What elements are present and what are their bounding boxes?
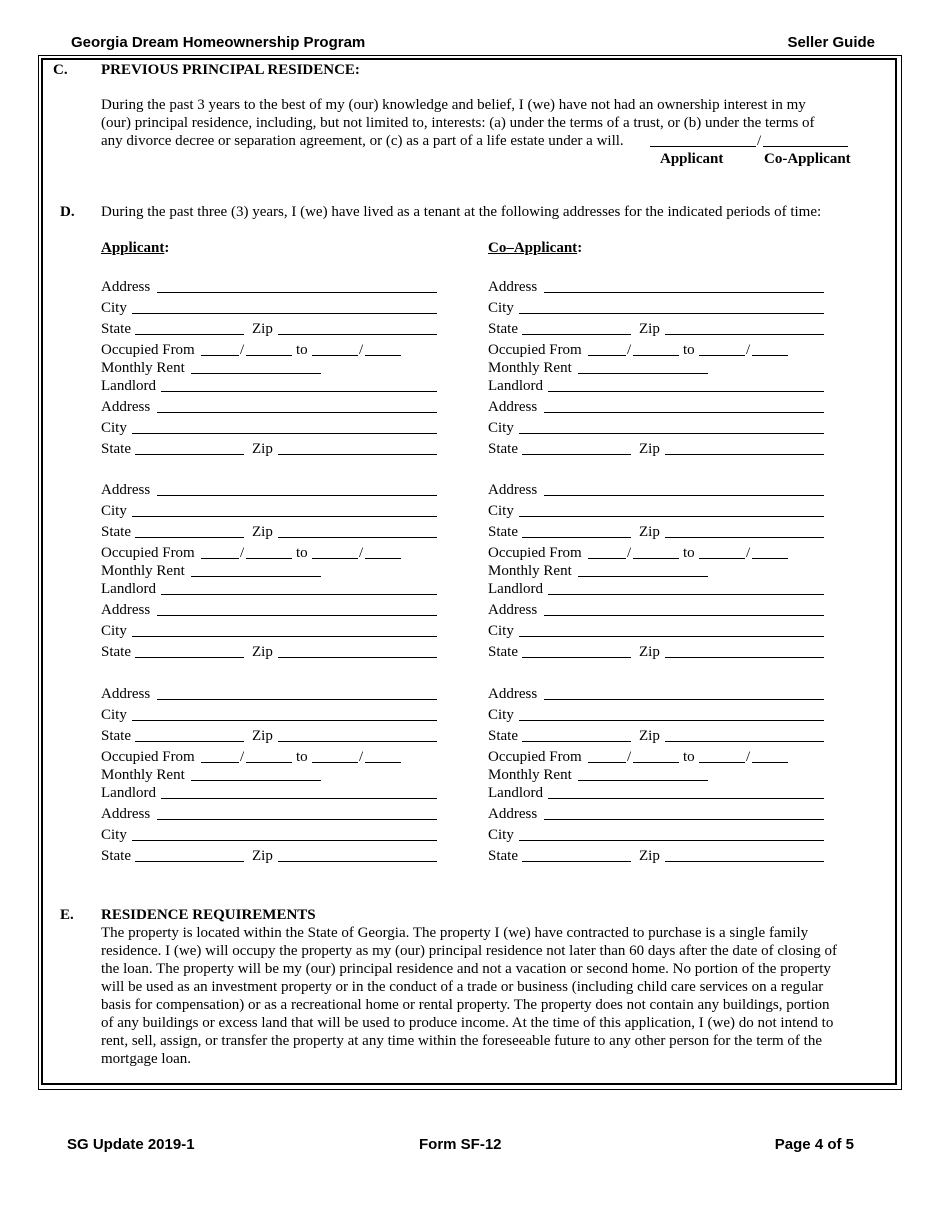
- address-label: Address: [101, 399, 151, 415]
- monthly-rent-field[interactable]: [578, 576, 708, 577]
- to-label: to: [296, 749, 308, 765]
- state-label: State: [488, 848, 518, 864]
- to-label: to: [683, 545, 695, 561]
- address-field[interactable]: [157, 495, 437, 496]
- address-field[interactable]: [544, 292, 824, 293]
- city-label: City: [488, 623, 514, 639]
- city-label: City: [101, 707, 127, 723]
- coapplicant-heading-colon: :: [577, 240, 583, 256]
- occupied-to-year-field[interactable]: [365, 762, 401, 763]
- coapplicant-initials-line[interactable]: [763, 146, 848, 147]
- city-field[interactable]: [132, 840, 437, 841]
- footer-update: SG Update 2019-1: [67, 1136, 195, 1153]
- state-field[interactable]: [522, 861, 631, 862]
- section-d-letter: D.: [60, 204, 75, 220]
- address-field[interactable]: [157, 699, 437, 700]
- section-d-text: During the past three (3) years, I (we) have lived as a tenant at the following addresses for the indicated periods of time:: [101, 204, 822, 220]
- occupied-from-year-field[interactable]: [633, 558, 679, 559]
- zip-label: Zip: [252, 848, 273, 864]
- address-label: Address: [101, 806, 151, 822]
- landlord-field[interactable]: [548, 798, 824, 799]
- section-c-line-1: During the past 3 years to the best of my (our) knowledge and belief, I (we) have not had an ownership interest in my: [101, 97, 806, 113]
- occupied-to-year-field[interactable]: [365, 355, 401, 356]
- date-separator: /: [746, 749, 751, 765]
- state-label: State: [101, 848, 131, 864]
- zip-label: Zip: [639, 728, 660, 744]
- state-label: State: [101, 728, 131, 744]
- section-c-line-3: any divorce decree or separation agreement, or (c) as a part of a life estate under a will.: [101, 133, 624, 149]
- zip-label: Zip: [252, 524, 273, 540]
- zip-field[interactable]: [665, 334, 824, 335]
- section-e-title: RESIDENCE REQUIREMENTS: [101, 907, 316, 923]
- monthly-rent-field[interactable]: [578, 373, 708, 374]
- occupied-from-label: Occupied From: [488, 545, 582, 561]
- date-separator: /: [240, 342, 245, 358]
- state-field[interactable]: [522, 334, 631, 335]
- state-field[interactable]: [135, 537, 244, 538]
- occupied-to-year-field[interactable]: [752, 558, 788, 559]
- city-label: City: [488, 707, 514, 723]
- address-field[interactable]: [157, 292, 437, 293]
- zip-field[interactable]: [278, 741, 437, 742]
- section-e-line: mortgage loan.: [101, 1051, 191, 1067]
- applicant-heading-colon: :: [164, 240, 170, 256]
- state-label: State: [488, 321, 518, 337]
- address-label: Address: [488, 482, 538, 498]
- date-separator: /: [240, 749, 245, 765]
- section-e-line: of any buildings or excess land that will be used to produce income. At the time of this application, I (we) do not intend to: [101, 1015, 834, 1031]
- occupied-from-month-field[interactable]: [588, 558, 626, 559]
- occupied-to-month-field[interactable]: [312, 355, 358, 356]
- city-field[interactable]: [132, 636, 437, 637]
- to-label: to: [683, 342, 695, 358]
- landlord-label: Landlord: [488, 581, 543, 597]
- header-program-title: Georgia Dream Homeownership Program: [71, 34, 366, 51]
- date-separator: /: [240, 545, 245, 561]
- occupied-from-year-field[interactable]: [246, 762, 292, 763]
- occupied-from-year-field[interactable]: [633, 762, 679, 763]
- state-label: State: [101, 321, 131, 337]
- address-field[interactable]: [544, 615, 824, 616]
- monthly-rent-field[interactable]: [191, 576, 321, 577]
- city-field[interactable]: [132, 516, 437, 517]
- date-separator: /: [746, 545, 751, 561]
- header-guide-title: Seller Guide: [787, 34, 875, 51]
- section-c-title: PREVIOUS PRINCIPAL RESIDENCE:: [101, 62, 360, 78]
- zip-label: Zip: [252, 728, 273, 744]
- state-label: State: [488, 441, 518, 457]
- section-e-line: residence. I (we) will occupy the property as my (our) principal residence not later than 60 days after the date of closing of: [101, 943, 837, 959]
- address-label: Address: [488, 279, 538, 295]
- date-separator: /: [359, 342, 364, 358]
- section-c-letter: C.: [53, 62, 68, 78]
- address-label: Address: [488, 399, 538, 415]
- footer-form-number: Form SF-12: [419, 1136, 502, 1153]
- date-separator: /: [627, 749, 632, 765]
- landlord-label: Landlord: [101, 378, 156, 394]
- occupied-to-month-field[interactable]: [699, 762, 745, 763]
- section-e-body: [101, 924, 871, 1068]
- zip-label: Zip: [639, 321, 660, 337]
- date-separator: /: [746, 342, 751, 358]
- city-label: City: [101, 827, 127, 843]
- landlord-field[interactable]: [161, 594, 437, 595]
- section-e-line: rent, sell, assign, or transfer the property at any time within the foreseeable future to any other person for the term of the: [101, 1033, 823, 1049]
- state-label: State: [101, 644, 131, 660]
- occupied-to-month-field[interactable]: [312, 762, 358, 763]
- date-separator: /: [627, 342, 632, 358]
- zip-label: Zip: [639, 441, 660, 457]
- zip-field[interactable]: [665, 454, 824, 455]
- zip-field[interactable]: [278, 861, 437, 862]
- zip-label: Zip: [639, 524, 660, 540]
- monthly-rent-field[interactable]: [191, 780, 321, 781]
- city-label: City: [101, 300, 127, 316]
- state-label: State: [488, 524, 518, 540]
- zip-field[interactable]: [665, 741, 824, 742]
- occupied-from-year-field[interactable]: [246, 355, 292, 356]
- city-label: City: [101, 623, 127, 639]
- city-field[interactable]: [519, 720, 824, 721]
- state-field[interactable]: [135, 861, 244, 862]
- occupied-from-month-field[interactable]: [201, 762, 239, 763]
- occupied-to-month-field[interactable]: [699, 558, 745, 559]
- zip-label: Zip: [252, 321, 273, 337]
- address-field[interactable]: [544, 699, 824, 700]
- city-field[interactable]: [519, 636, 824, 637]
- address-field[interactable]: [544, 412, 824, 413]
- city-field[interactable]: [132, 433, 437, 434]
- occupied-from-label: Occupied From: [101, 342, 195, 358]
- monthly-rent-label: Monthly Rent: [101, 563, 185, 579]
- monthly-rent-field[interactable]: [578, 780, 708, 781]
- occupied-from-month-field[interactable]: [588, 355, 626, 356]
- occupied-to-year-field[interactable]: [752, 355, 788, 356]
- section-c-line-2: (our) principal residence, including, but not limited to, interests: (a) under the terms of a trust, or (b) under the terms of: [101, 115, 815, 131]
- date-separator: /: [627, 545, 632, 561]
- to-label: to: [683, 749, 695, 765]
- section-e-line: basis for compensation) or as a recreational home or rental property. The property does not contain any buildings, portion: [101, 997, 830, 1013]
- zip-field[interactable]: [665, 537, 824, 538]
- landlord-field[interactable]: [548, 594, 824, 595]
- to-label: to: [296, 545, 308, 561]
- city-field[interactable]: [519, 433, 824, 434]
- coapplicant-caption: Co-Applicant: [764, 151, 851, 167]
- section-e-line: the loan. The property will be my (our) principal residence and not a vacation or second home. No portion of the property: [101, 961, 831, 977]
- applicant-heading-label: Applicant: [101, 240, 165, 256]
- city-label: City: [101, 503, 127, 519]
- section-e-line: The property is located within the State of Georgia. The property I (we) have contracted to purchase is a single family: [101, 925, 809, 941]
- address-field[interactable]: [157, 412, 437, 413]
- state-field[interactable]: [135, 454, 244, 455]
- zip-field[interactable]: [278, 334, 437, 335]
- address-label: Address: [101, 602, 151, 618]
- landlord-field[interactable]: [161, 391, 437, 392]
- address-label: Address: [101, 279, 151, 295]
- zip-field[interactable]: [278, 657, 437, 658]
- occupied-from-label: Occupied From: [101, 749, 195, 765]
- city-label: City: [488, 503, 514, 519]
- monthly-rent-label: Monthly Rent: [101, 360, 185, 376]
- section-e-line: will be used as an investment property or in the conduct of a trade or business (including child care services on a regular: [101, 979, 824, 995]
- applicant-initials-line[interactable]: [650, 146, 756, 147]
- date-separator: /: [359, 545, 364, 561]
- monthly-rent-label: Monthly Rent: [488, 360, 572, 376]
- landlord-label: Landlord: [488, 378, 543, 394]
- landlord-label: Landlord: [101, 581, 156, 597]
- city-field[interactable]: [519, 516, 824, 517]
- landlord-field[interactable]: [548, 391, 824, 392]
- date-separator: /: [359, 749, 364, 765]
- state-field[interactable]: [135, 334, 244, 335]
- zip-label: Zip: [252, 644, 273, 660]
- address-label: Address: [488, 806, 538, 822]
- state-label: State: [101, 524, 131, 540]
- occupied-from-year-field[interactable]: [246, 558, 292, 559]
- state-field[interactable]: [522, 657, 631, 658]
- state-field[interactable]: [522, 741, 631, 742]
- monthly-rent-label: Monthly Rent: [488, 563, 572, 579]
- occupied-from-year-field[interactable]: [633, 355, 679, 356]
- monthly-rent-label: Monthly Rent: [101, 767, 185, 783]
- landlord-label: Landlord: [101, 785, 156, 801]
- occupied-from-label: Occupied From: [488, 342, 582, 358]
- city-field[interactable]: [519, 840, 824, 841]
- city-field[interactable]: [519, 313, 824, 314]
- coapplicant-heading-label: Co–Applicant: [488, 240, 578, 256]
- zip-field[interactable]: [278, 537, 437, 538]
- address-field[interactable]: [157, 819, 437, 820]
- city-field[interactable]: [132, 720, 437, 721]
- state-field[interactable]: [135, 741, 244, 742]
- landlord-label: Landlord: [488, 785, 543, 801]
- zip-label: Zip: [639, 644, 660, 660]
- coapplicant-column-heading: [488, 239, 582, 257]
- address-field[interactable]: [544, 495, 824, 496]
- state-label: State: [101, 441, 131, 457]
- occupied-to-month-field[interactable]: [312, 558, 358, 559]
- occupied-to-year-field[interactable]: [752, 762, 788, 763]
- address-label: Address: [101, 482, 151, 498]
- monthly-rent-label: Monthly Rent: [488, 767, 572, 783]
- city-label: City: [488, 420, 514, 436]
- zip-field[interactable]: [278, 454, 437, 455]
- occupied-to-month-field[interactable]: [699, 355, 745, 356]
- to-label: to: [296, 342, 308, 358]
- zip-label: Zip: [252, 441, 273, 457]
- city-field[interactable]: [132, 313, 437, 314]
- footer-page-number: Page 4 of 5: [774, 1136, 854, 1153]
- state-label: State: [488, 728, 518, 744]
- state-label: State: [488, 644, 518, 660]
- zip-label: Zip: [639, 848, 660, 864]
- address-label: Address: [488, 602, 538, 618]
- initials-separator: /: [757, 133, 762, 149]
- city-label: City: [488, 300, 514, 316]
- zip-field[interactable]: [665, 861, 824, 862]
- landlord-field[interactable]: [161, 798, 437, 799]
- occupied-from-label: Occupied From: [488, 749, 582, 765]
- occupied-to-year-field[interactable]: [365, 558, 401, 559]
- applicant-column-heading: [101, 239, 169, 257]
- address-label: Address: [101, 686, 151, 702]
- city-label: City: [101, 420, 127, 436]
- city-label: City: [488, 827, 514, 843]
- applicant-caption: Applicant: [660, 151, 724, 167]
- occupied-from-month-field[interactable]: [201, 558, 239, 559]
- state-field[interactable]: [135, 657, 244, 658]
- address-label: Address: [488, 686, 538, 702]
- state-field[interactable]: [522, 454, 631, 455]
- occupied-from-month-field[interactable]: [588, 762, 626, 763]
- address-field[interactable]: [544, 819, 824, 820]
- address-field[interactable]: [157, 615, 437, 616]
- section-e-letter: E.: [60, 907, 74, 923]
- zip-field[interactable]: [665, 657, 824, 658]
- occupied-from-label: Occupied From: [101, 545, 195, 561]
- state-field[interactable]: [522, 537, 631, 538]
- occupied-from-month-field[interactable]: [201, 355, 239, 356]
- monthly-rent-field[interactable]: [191, 373, 321, 374]
